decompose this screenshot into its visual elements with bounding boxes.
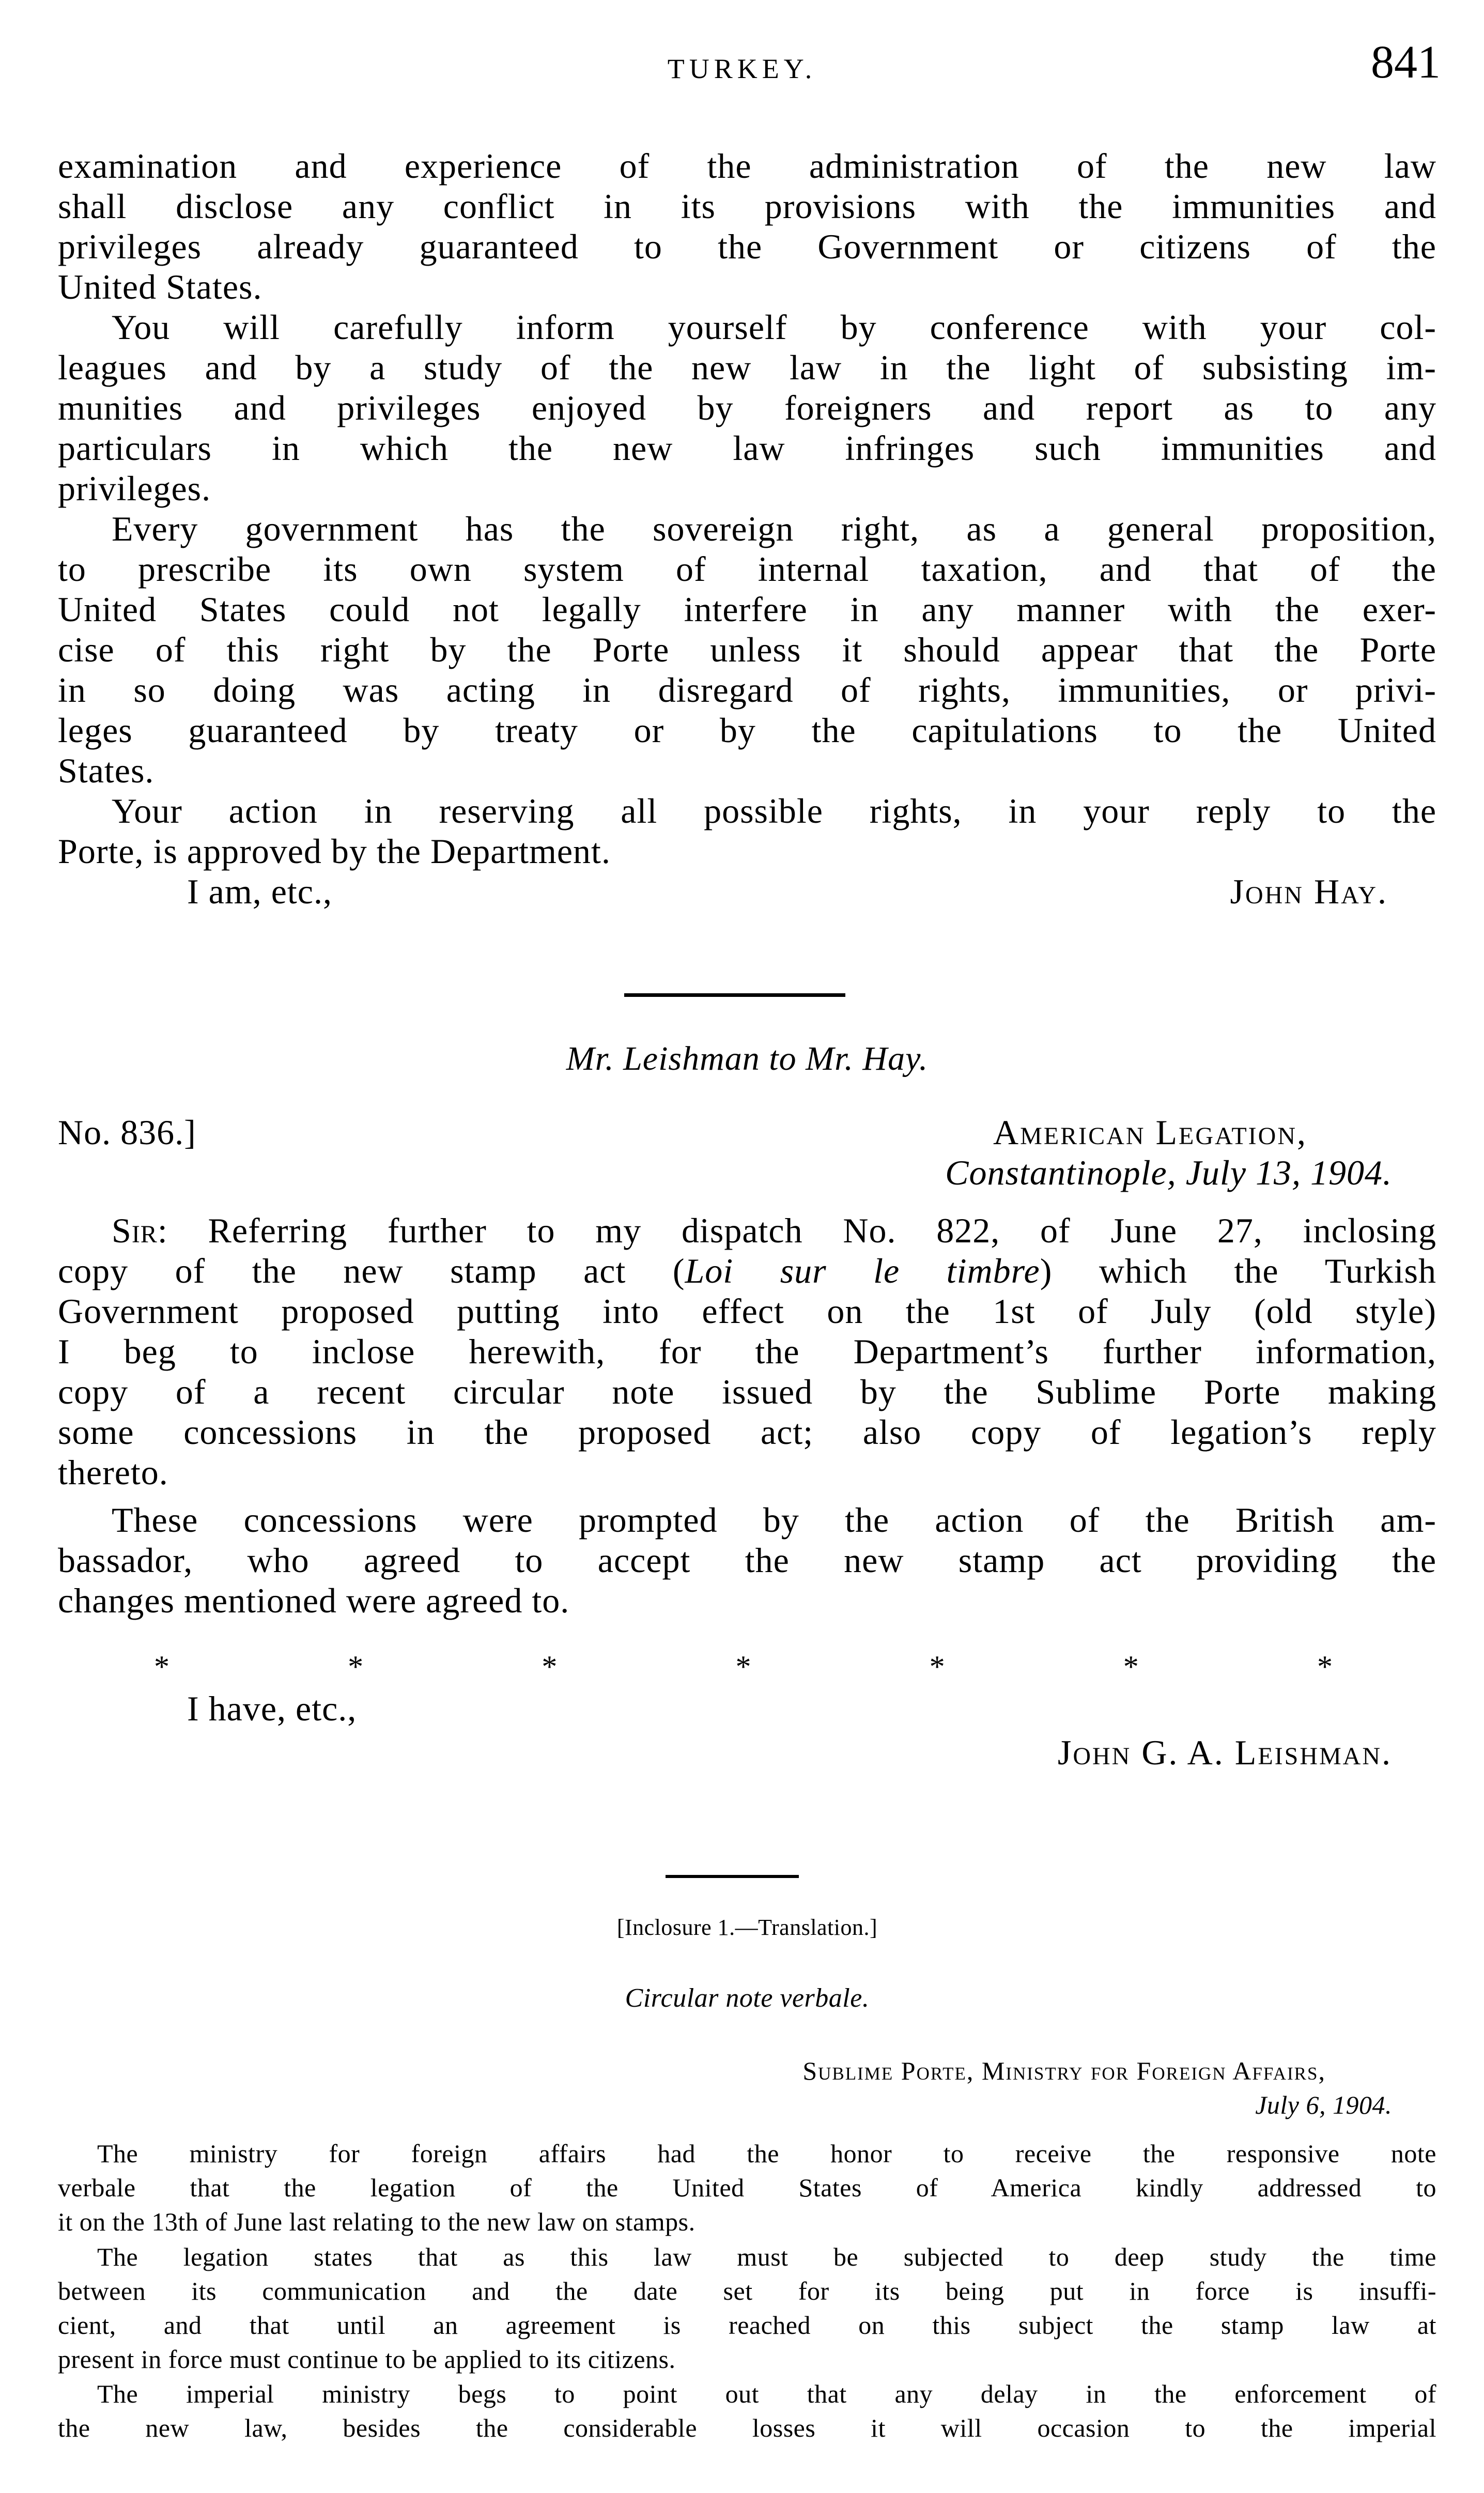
inclosure-office-line: Sublime Porte, Ministry for Foreign Affairs, [802, 2056, 1326, 2085]
text-line: Every government has the sovereign right, as a general proposition, [112, 509, 1436, 548]
text-line: munities and privileges enjoyed by foreigners and report as to any [58, 388, 1436, 427]
running-head-title: TURKEY. [667, 53, 817, 84]
text-line: shall disclose any conflict in its provisions with the immunities and [58, 187, 1436, 226]
salutation: Sir [112, 1211, 158, 1250]
text-line: the new law, besides the considerable losses it will occasion to the imperial [58, 2413, 1436, 2442]
inclosure-label: [Inclosure 1.—Translation.] [616, 1915, 878, 1940]
asterisk: * [735, 1650, 752, 1684]
text-line: United States. [58, 267, 262, 306]
paragraph [58, 1210, 1436, 1492]
text-line: leges guaranteed by treaty or by the capitulations to the United [58, 711, 1436, 750]
text-line: in so doing was acting in disregard of rights, immunities, or privi- [58, 670, 1436, 710]
closing-phrase: I am, etc., [187, 872, 332, 911]
asterisk: * [1317, 1650, 1333, 1684]
text-line: present in force must continue to be applied to its citizens. [58, 2345, 676, 2374]
dateline: Constantinople, July 13, 1904. [945, 1153, 1392, 1192]
letter-leishman [58, 1039, 1436, 1773]
text-line: These concessions were prompted by the action of the British am- [112, 1500, 1436, 1540]
dispatch-number: No. 836.] [58, 1113, 196, 1152]
text-line: between its communication and the date set for its being put in force is insuffi- [58, 2276, 1436, 2305]
text-line: I beg to inclose herewith, for the Department’s further information, [58, 1332, 1436, 1371]
text-line: States. [58, 751, 154, 790]
text-line: particulars in which the new law infringes such immunities and [58, 428, 1436, 468]
text-line: Porte, is approved by the Department. [58, 832, 611, 871]
asterisk: * [1123, 1650, 1139, 1684]
text-line: Your action in reserving all possible rights, in your reply to the [112, 791, 1436, 830]
text-line: copy of a recent circular note issued by the Sublime Porte making [58, 1372, 1436, 1411]
paragraph [58, 2377, 1436, 2445]
text-line: privileges already guaranteed to the Government or citizens of the [58, 227, 1436, 266]
text-line: The legation states that as this law must be subjected to deep study the time [97, 2242, 1436, 2271]
text-line: cient, and that until an agreement is reached on this subject the stamp law at [58, 2311, 1436, 2340]
text-line: leagues and by a study of the new law in the light of subsisting im- [58, 348, 1436, 387]
asterisk: * [542, 1650, 558, 1684]
text-segment: : Referring further to my dispatch No. 822, of June 27, inclosing [157, 1211, 1436, 1250]
inclosure-dateline: July 6, 1904. [1255, 2090, 1392, 2119]
signature-john-leishman: John G. A. Leishman. [1057, 1733, 1392, 1772]
inclosure-title: Circular note verbale. [625, 1983, 870, 2013]
letter-hay [58, 146, 1436, 912]
paragraph [58, 2240, 1436, 2376]
text-line: examination and experience of the administration of the new law [58, 146, 1436, 186]
closing-line [58, 1688, 1436, 1729]
text-line [58, 1251, 1436, 1291]
asterisk: * [154, 1650, 170, 1684]
letter-heading: Mr. Leishman to Mr. Hay. [566, 1040, 929, 1078]
section-divider [666, 1875, 799, 1878]
text-line: changes mentioned were agreed to. [58, 1581, 570, 1620]
text-segment: copy of the new stamp act ( [58, 1251, 685, 1290]
text-line: Government proposed putting into effect on the 1st of July (old style) [58, 1291, 1436, 1331]
office-line: American Legation, [993, 1113, 1307, 1152]
text-line [58, 1210, 1436, 1251]
address-row [58, 1112, 1436, 1152]
text-line: to prescribe its own system of internal taxation, and that of the [58, 549, 1436, 589]
text-line: The ministry for foreign affairs had the honor to receive the responsive note [97, 2139, 1436, 2168]
closing-row [58, 871, 1436, 912]
page-number: 841 [1371, 37, 1441, 88]
text-line: The imperial ministry begs to point out that any delay in the enforcement of [97, 2379, 1436, 2408]
italic-segment: Loi sur le timbre [685, 1251, 1040, 1290]
text-line: it on the 13th of June last relating to the new law on stamps. [58, 2207, 695, 2236]
signature-john-hay: John Hay. [1230, 872, 1388, 911]
paragraph [58, 1500, 1436, 1621]
text-line: United States could not legally interfere in any manner with the exer- [58, 590, 1436, 629]
text-line: verbale that the legation of the United States of America kindly addressed to [58, 2173, 1436, 2202]
section-divider [624, 993, 845, 997]
text-line: thereto. [58, 1453, 168, 1492]
asterisk: * [929, 1650, 946, 1684]
text-line: cise of this right by the Porte unless it should appear that the Porte [58, 630, 1436, 669]
closing-phrase: I have, etc., [187, 1689, 357, 1728]
text-line: privileges. [58, 469, 211, 508]
paragraph [58, 2136, 1436, 2239]
text-line: some concessions in the proposed act; also copy of legation’s reply [58, 1412, 1436, 1452]
text-line: bassador, who agreed to accept the new stamp act providing the [58, 1541, 1436, 1580]
asterisk: * [348, 1650, 364, 1684]
inclosure-1 [58, 1912, 1436, 2445]
text-segment: ) which the Turkish [1040, 1251, 1436, 1290]
omission-asterisk-row [58, 1646, 1436, 1687]
text-line: You will carefully inform yourself by conference with your col- [112, 307, 1436, 347]
